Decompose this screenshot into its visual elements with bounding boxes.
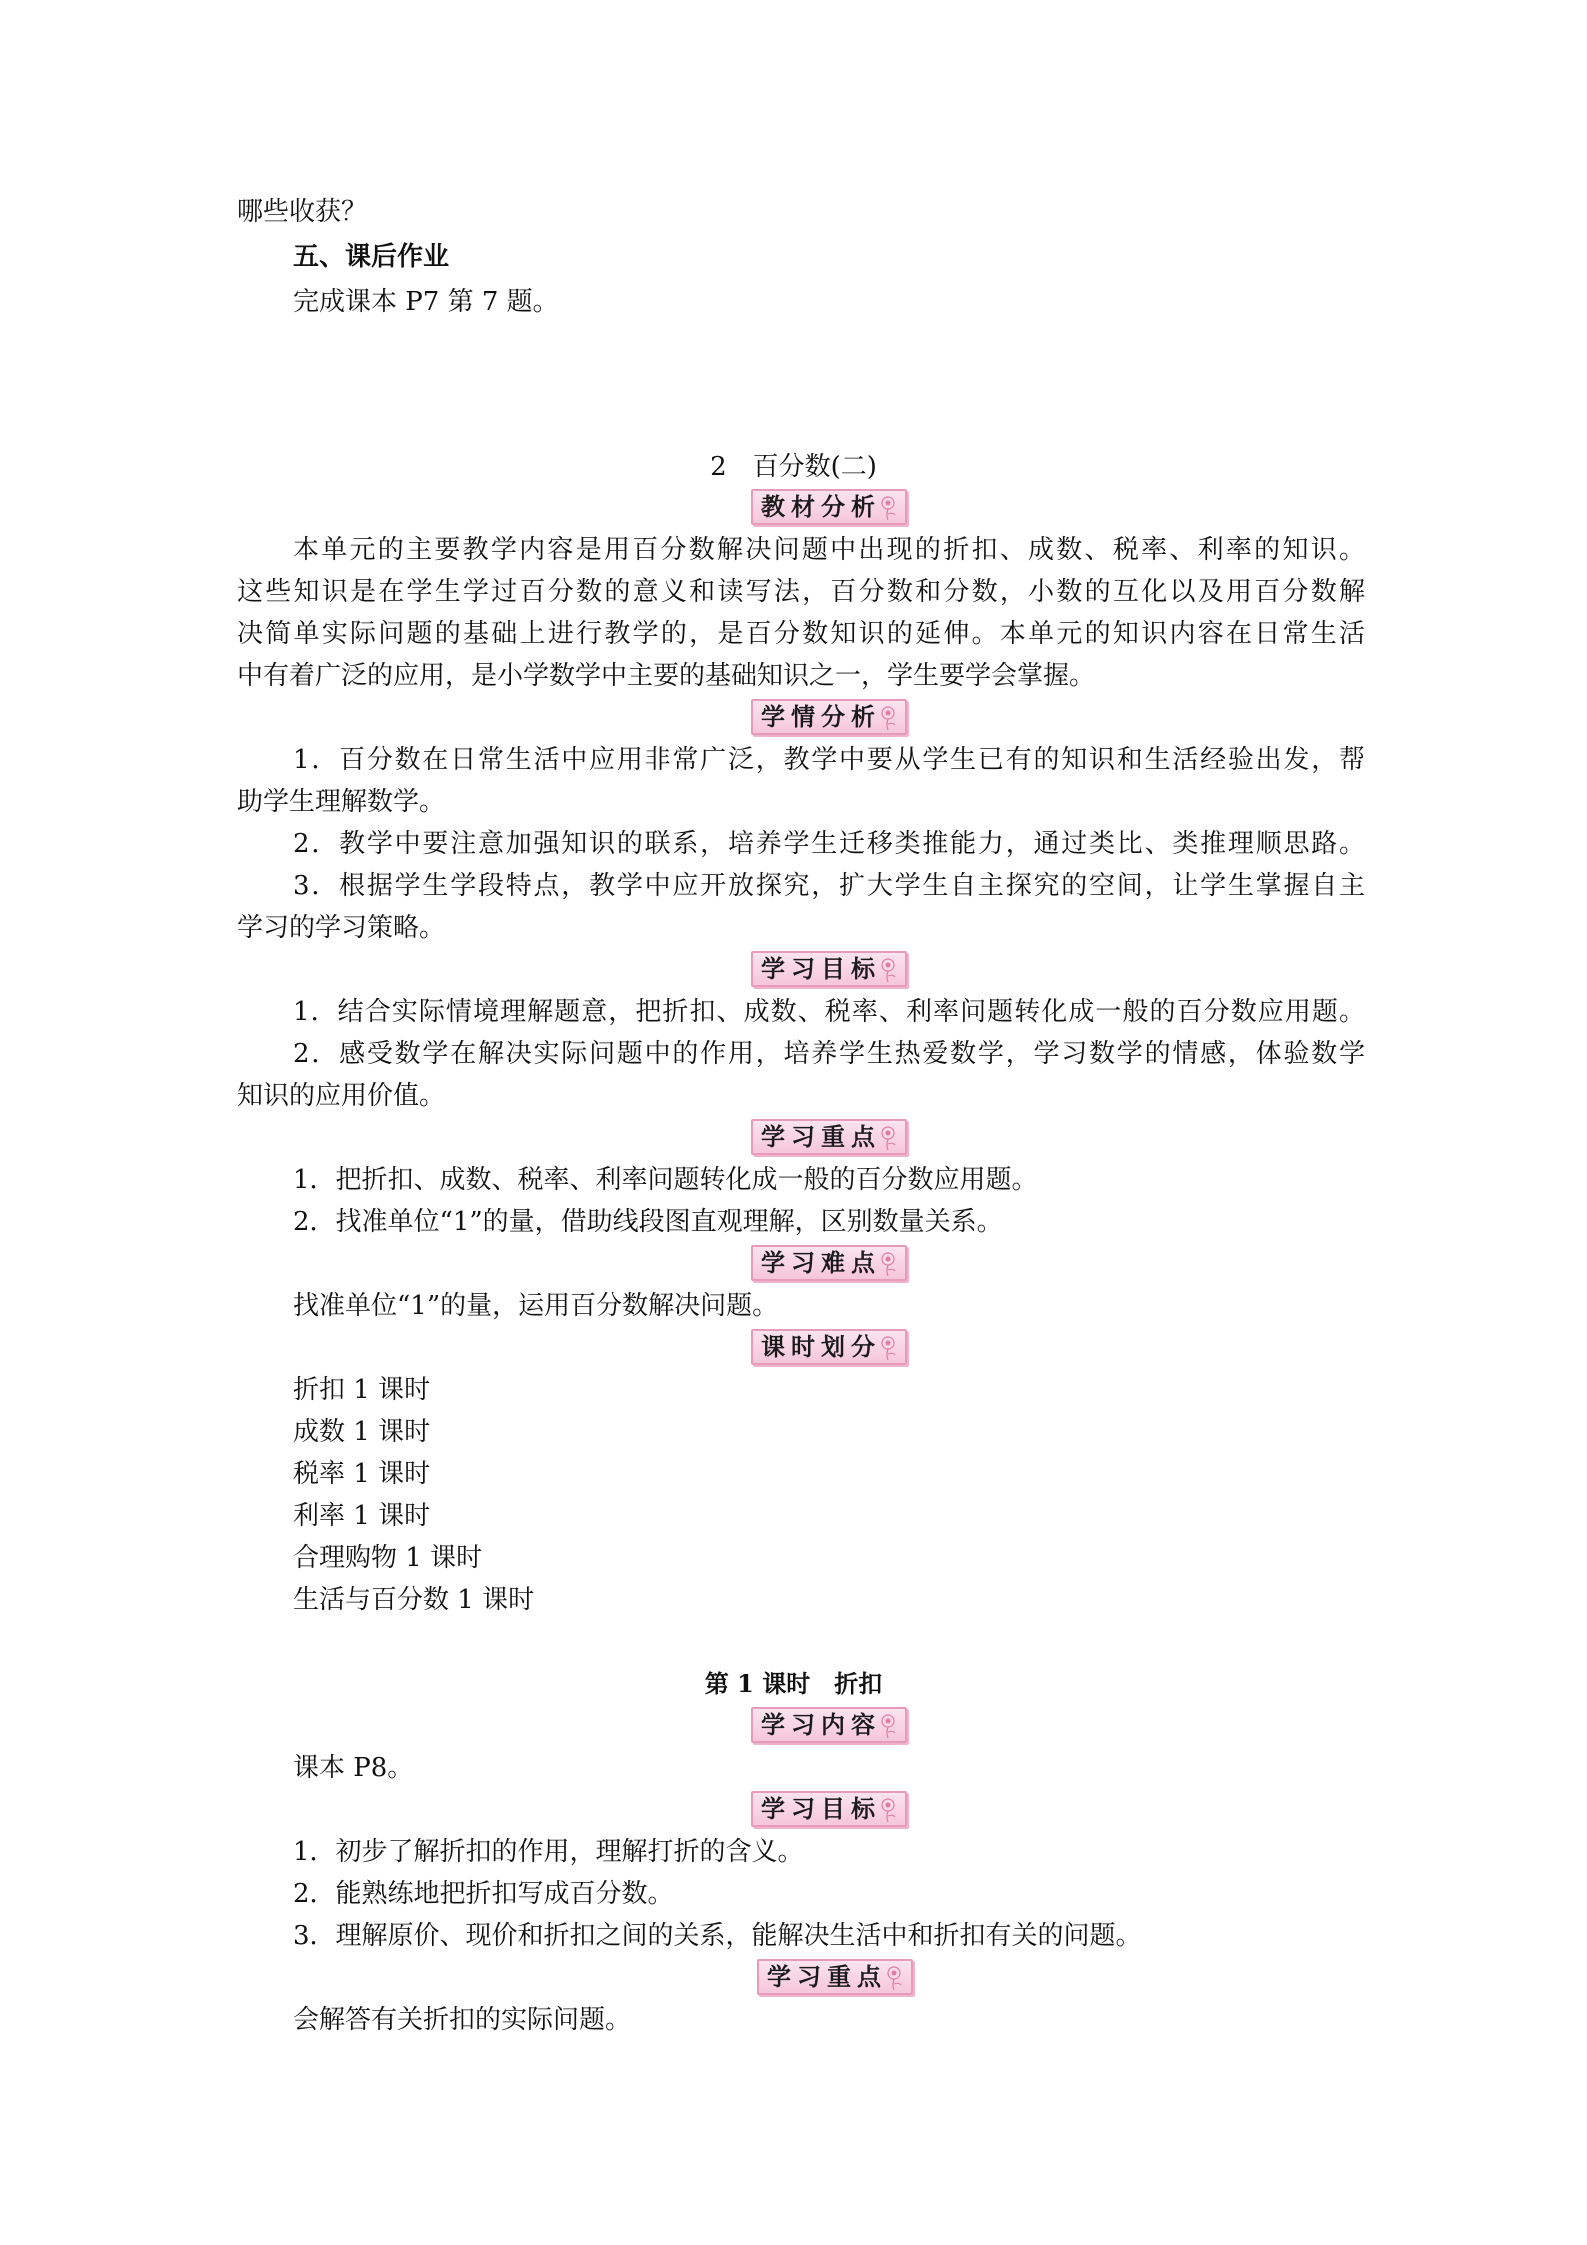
banner-label: 学情分析 bbox=[761, 703, 881, 731]
banner-learning-content bbox=[751, 1707, 907, 1743]
flower-icon bbox=[875, 1795, 901, 1823]
banner-learning-goals bbox=[751, 951, 907, 987]
banner-label: 学习内容 bbox=[761, 1711, 881, 1739]
banner-label: 学习重点 bbox=[767, 1963, 887, 1991]
list-item: 2．感受数学在解决实际问题中的作用，培养学生热爱数学，学习数学的情感，体验数学 bbox=[293, 1039, 1365, 1069]
keypoint-line: 会解答有关折扣的实际问题。 bbox=[293, 2005, 632, 2035]
flower-icon bbox=[875, 955, 901, 983]
list-item: 助学生理解数学。 bbox=[237, 787, 446, 817]
banner-label: 学习重点 bbox=[761, 1123, 881, 1151]
list-item: 2．教学中要注意加强知识的联系，培养学生迁移类推能力，通过类比、类推理顺思路。 bbox=[293, 829, 1365, 859]
banner-label: 学习目标 bbox=[761, 1795, 881, 1823]
flower-icon bbox=[881, 1963, 907, 1991]
list-item: 2．找准单位“1”的量，借助线段图直观理解，区别数量关系。 bbox=[293, 1207, 1003, 1237]
homework-line: 完成课本 P7 第 7 题。 bbox=[293, 287, 559, 317]
list-item: 1．初步了解折扣的作用，理解打折的含义。 bbox=[293, 1837, 804, 1867]
lesson-title: 第 1 课时 折扣 bbox=[704, 1669, 883, 1698]
banner-lesson-schedule bbox=[751, 1329, 907, 1365]
paragraph-line: 决简单实际问题的基础上进行教学的，是百分数知识的延伸。本单元的知识内容在日常生活 bbox=[237, 619, 1365, 649]
list-item: 学习的学习策略。 bbox=[237, 913, 446, 943]
banner-label: 学习目标 bbox=[761, 955, 881, 983]
list-item: 1．把折扣、成数、税率、利率问题转化成一般的百分数应用题。 bbox=[293, 1165, 1038, 1195]
unit-title: 2 百分数(二) bbox=[710, 452, 877, 482]
list-item: 知识的应用价值。 bbox=[237, 1081, 446, 1111]
banner-textbook-analysis bbox=[751, 489, 907, 525]
schedule-item: 折扣 1 课时 bbox=[293, 1375, 431, 1405]
text-line: 哪些收获？ bbox=[237, 197, 368, 227]
list-item: 2．能熟练地把折扣写成百分数。 bbox=[293, 1879, 674, 1909]
flower-icon bbox=[875, 1123, 901, 1151]
banner-label: 教材分析 bbox=[761, 493, 881, 521]
paragraph-line: 本单元的主要教学内容是用百分数解决问题中出现的折扣、成数、税率、利率的知识。 bbox=[293, 535, 1365, 565]
schedule-item: 生活与百分数 1 课时 bbox=[293, 1585, 535, 1615]
schedule-item: 税率 1 课时 bbox=[293, 1459, 431, 1489]
banner-difficulties bbox=[751, 1245, 907, 1281]
flower-icon bbox=[875, 703, 901, 731]
difficulty-line: 找准单位“1”的量，运用百分数解决问题。 bbox=[293, 1291, 779, 1321]
flower-icon bbox=[875, 1333, 901, 1361]
banner-label: 学习难点 bbox=[761, 1249, 881, 1277]
list-item: 3．根据学生学段特点，教学中应开放探究，扩大学生自主探究的空间，让学生掌握自主 bbox=[293, 871, 1365, 901]
paragraph-line: 这些知识是在学生学过百分数的意义和读写法，百分数和分数，小数的互化以及用百分数解 bbox=[237, 577, 1365, 607]
flower-icon bbox=[875, 493, 901, 521]
content-line: 课本 P8。 bbox=[293, 1753, 414, 1783]
list-item: 1．结合实际情境理解题意，把折扣、成数、税率、利率问题转化成一般的百分数应用题。 bbox=[293, 997, 1365, 1027]
banner-key-points bbox=[751, 1119, 907, 1155]
banner-key-points bbox=[757, 1959, 913, 1995]
schedule-item: 利率 1 课时 bbox=[293, 1501, 431, 1531]
section-heading: 五、课后作业 bbox=[293, 242, 450, 272]
banner-learning-goals bbox=[751, 1791, 907, 1827]
list-item: 1．百分数在日常生活中应用非常广泛，教学中要从学生已有的知识和生活经验出发，帮 bbox=[293, 745, 1365, 775]
banner-student-analysis bbox=[751, 699, 907, 735]
paragraph-line: 中有着广泛的应用，是小学数学中主要的基础知识之一，学生要学会掌握。 bbox=[237, 661, 1096, 691]
banner-label: 课时划分 bbox=[761, 1333, 881, 1361]
flower-icon bbox=[875, 1249, 901, 1277]
schedule-item: 合理购物 1 课时 bbox=[293, 1543, 483, 1573]
flower-icon bbox=[875, 1711, 901, 1739]
list-item: 3．理解原价、现价和折扣之间的关系，能解决生活中和折扣有关的问题。 bbox=[293, 1921, 1142, 1951]
schedule-item: 成数 1 课时 bbox=[293, 1417, 431, 1447]
